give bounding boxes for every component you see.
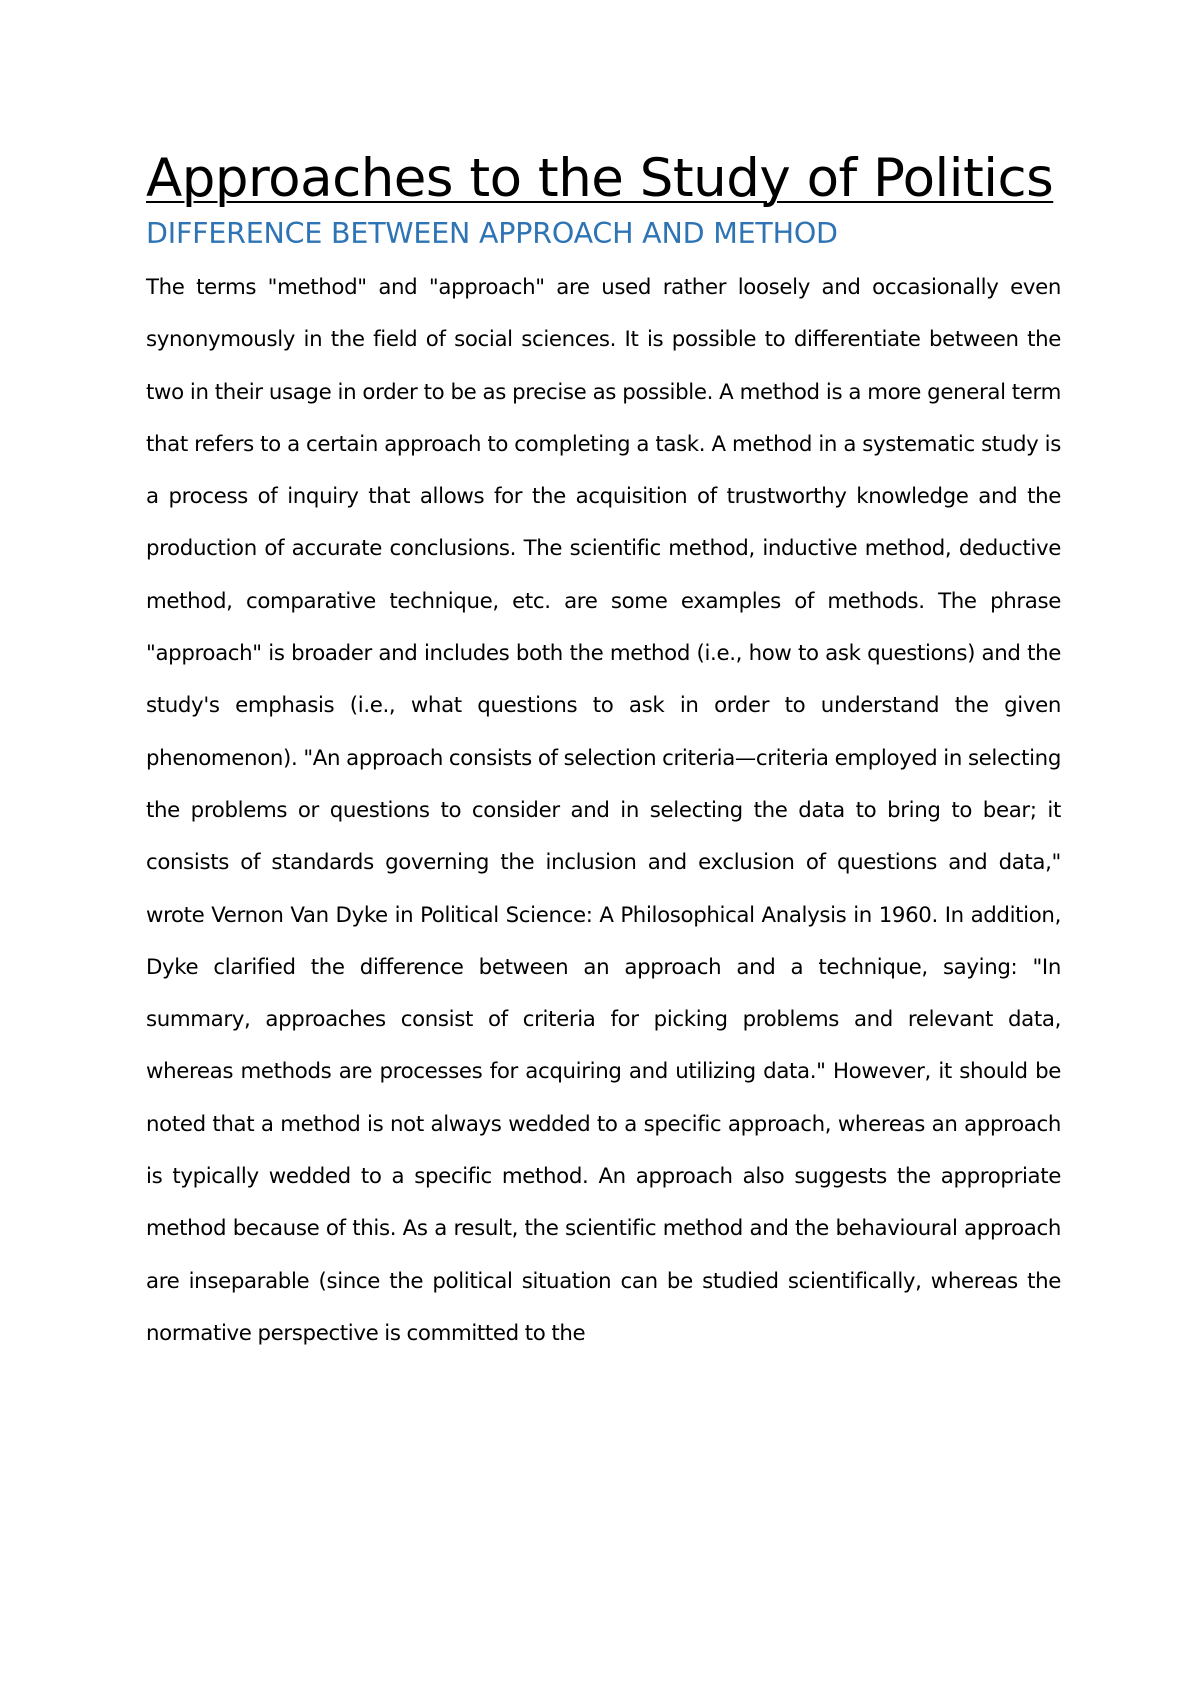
document-title: Approaches to the Study of Politics: [146, 148, 1054, 209]
body-paragraph: The terms "method" and "approach" are used rather loosely and occasionally even synonymously in the field of social sciences. It is possible to differentiate between the two in their usage in order to be as precise as possible. A method is a more general term that refers to a certain approach to completing a task. A method in a systematic study is a process of inquiry that allows for the acquisition of trustworthy knowledge and the production of accurate conclusions. The scientific method, inductive method, deductive method, comparative technique, etc. are some examples of methods. The phrase "approach" is broader and includes both the method (i.e., how to ask questions) and the study's emphasis (i.e., what questions to ask in order to understand the given phenomenon). "An approach consists of selection criteria—criteria employed in selecting the problems or questions to consider and in selecting the data to bring to bear; it consists of standards governing the inclusion and exclusion of questions and data," wrote Vernon Van Dyke in Political Science: A Philosophical Analysis in 1960. In addition, Dyke clarified the difference between an approach and a technique, saying: "In summary, approaches consist of criteria for picking problems and relevant data, whereas methods are processes for acquiring and utilizing data." However, it should be noted that a method is not always wedded to a specific approach, whereas an approach is typically wedded to a specific method. An approach also suggests the appropriate method because of this. As a result, the scientific method and the behavioural approach are inseparable (since the political situation can be studied scientifically, whereas the normative perspective is committed to the: [146, 275, 1061, 1346]
section-heading: DIFFERENCE BETWEEN APPROACH AND METHOD: [146, 217, 838, 250]
document-content: [146, 148, 1061, 1360]
